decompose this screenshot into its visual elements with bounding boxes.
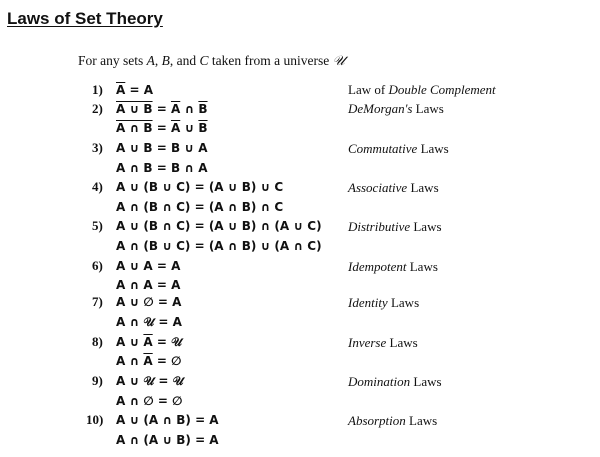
law-number: 6) bbox=[92, 258, 103, 273]
law-5-formula bbox=[92, 218, 322, 234]
law-number: 8) bbox=[92, 334, 103, 349]
intro-set-a: A bbox=[146, 53, 155, 68]
law-8-name bbox=[348, 335, 418, 351]
law-5-formula-2 bbox=[116, 238, 322, 254]
law-name-italic: DeMorgan's bbox=[348, 101, 413, 116]
intro-sep1: , bbox=[154, 53, 162, 68]
law-name-plain: Laws bbox=[390, 295, 420, 310]
law-number: 1) bbox=[92, 82, 103, 97]
law-name-plain: Laws bbox=[415, 101, 444, 116]
law-name-italic: Distributive bbox=[348, 219, 411, 234]
law-1-formula bbox=[92, 82, 153, 98]
law-number: 4) bbox=[92, 179, 103, 194]
law-name-plain: Laws bbox=[409, 413, 438, 428]
law-7-name bbox=[348, 295, 419, 311]
law-name-plain: Laws bbox=[389, 335, 418, 350]
law-9-formula-2 bbox=[116, 393, 182, 409]
law-number: 7) bbox=[92, 294, 103, 309]
law-10-formula bbox=[86, 412, 219, 428]
law-6-formula bbox=[92, 258, 180, 274]
law-8-formula-2 bbox=[116, 353, 181, 369]
law-4-formula bbox=[92, 179, 283, 195]
law-6-formula-2 bbox=[116, 277, 180, 293]
intro-set-b: B bbox=[161, 53, 170, 68]
law-7-formula-2 bbox=[116, 314, 182, 330]
law-7-line-1: A ∪ ∅ = A bbox=[116, 295, 182, 309]
law-number: 3) bbox=[92, 140, 103, 155]
law-9-line-1: A ∪ 𝒰 = 𝒰 bbox=[116, 374, 184, 388]
intro-universe: 𝒰 bbox=[332, 53, 345, 68]
law-6-name bbox=[348, 259, 438, 275]
law-5-line-2: A ∩ (B ∪ C) = (A ∩ B) ∪ (A ∩ C) bbox=[116, 239, 322, 253]
law-name-italic: Domination bbox=[348, 374, 411, 389]
law-name-plain: Laws bbox=[413, 219, 442, 234]
law-3-line-1: A ∪ B = B ∪ A bbox=[116, 141, 208, 155]
law-8-formula bbox=[92, 334, 182, 350]
law-number: 2) bbox=[92, 101, 103, 116]
law-10-name bbox=[348, 413, 437, 429]
law-8-line-1: A ∪ $\overline{A}$ = 𝒰 bbox=[116, 335, 182, 349]
law-10-line-1: A ∪ (A ∩ B) = A bbox=[116, 413, 219, 427]
law-7-formula bbox=[92, 294, 181, 310]
law-number: 10) bbox=[86, 412, 104, 427]
law-number: 5) bbox=[92, 218, 103, 233]
law-name-plain: Laws bbox=[410, 180, 439, 195]
page-title: Laws of Set Theory bbox=[7, 9, 163, 28]
law-2-formula bbox=[92, 101, 208, 117]
law-9-name bbox=[348, 374, 442, 390]
law-4-name bbox=[348, 180, 439, 196]
intro-prefix: For any sets bbox=[78, 53, 147, 68]
law-name-plain: Laws bbox=[420, 141, 449, 156]
law-name-plain: Laws bbox=[409, 259, 438, 274]
law-number: 9) bbox=[92, 373, 103, 388]
law-3-line-2: A ∩ B = B ∩ A bbox=[116, 161, 208, 175]
law-2-name bbox=[348, 101, 444, 117]
law-9-formula bbox=[92, 373, 183, 389]
law-name-italic: Associative bbox=[348, 180, 408, 195]
law-name-italic: Commutative bbox=[348, 141, 418, 156]
law-4-formula-2 bbox=[116, 199, 283, 215]
law-2-formula-2 bbox=[116, 120, 208, 136]
law-name-italic: Absorption bbox=[348, 413, 406, 428]
law-4-line-1: A ∪ (B ∪ C) = (A ∪ B) ∪ C bbox=[116, 180, 284, 194]
law-9-line-2: A ∩ ∅ = ∅ bbox=[116, 394, 183, 408]
law-3-formula bbox=[92, 140, 207, 156]
law-1-line-1: $\overline{A} = A$ bbox=[116, 83, 153, 97]
intro-suffix: taken from a universe bbox=[208, 53, 333, 68]
law-5-line-1: A ∪ (B ∩ C) = (A ∪ B) ∩ (A ∪ C) bbox=[116, 219, 322, 233]
law-2-line-2: A ∩ $B = \overline{A}$ ∪ $\overline{B}$ bbox=[116, 121, 208, 135]
law-name-italic: Inverse bbox=[348, 335, 387, 350]
law-8-line-2: A ∩ $\overline{A}$ = ∅ bbox=[116, 354, 182, 368]
intro-sep2: , and bbox=[169, 53, 200, 68]
law-10-line-2: A ∩ (A ∪ B) = A bbox=[116, 433, 219, 447]
law-name-italic: Double Complement bbox=[388, 82, 496, 97]
law-name-italic: Idempotent bbox=[348, 259, 407, 274]
law-1-name bbox=[348, 82, 496, 98]
law-7-line-2: A ∩ 𝒰 = A bbox=[116, 315, 182, 329]
law-name-part: Law of bbox=[348, 82, 386, 97]
intro-set-c: C bbox=[199, 53, 209, 68]
law-6-line-1: A ∪ A = A bbox=[116, 259, 181, 273]
law-name-italic: Identity bbox=[348, 295, 388, 310]
law-5-name bbox=[348, 219, 442, 235]
law-name-plain: Laws bbox=[413, 374, 442, 389]
law-10-formula-2 bbox=[116, 432, 219, 448]
law-3-formula-2 bbox=[116, 160, 207, 176]
law-2-line-1: A ∪ $B = \overline{A}$ ∩ $\overline{B}$ bbox=[116, 102, 208, 116]
law-4-line-2: A ∩ (B ∩ C) = (A ∩ B) ∩ C bbox=[116, 200, 284, 214]
law-6-line-2: A ∩ A = A bbox=[116, 278, 181, 292]
law-3-name bbox=[348, 141, 449, 157]
